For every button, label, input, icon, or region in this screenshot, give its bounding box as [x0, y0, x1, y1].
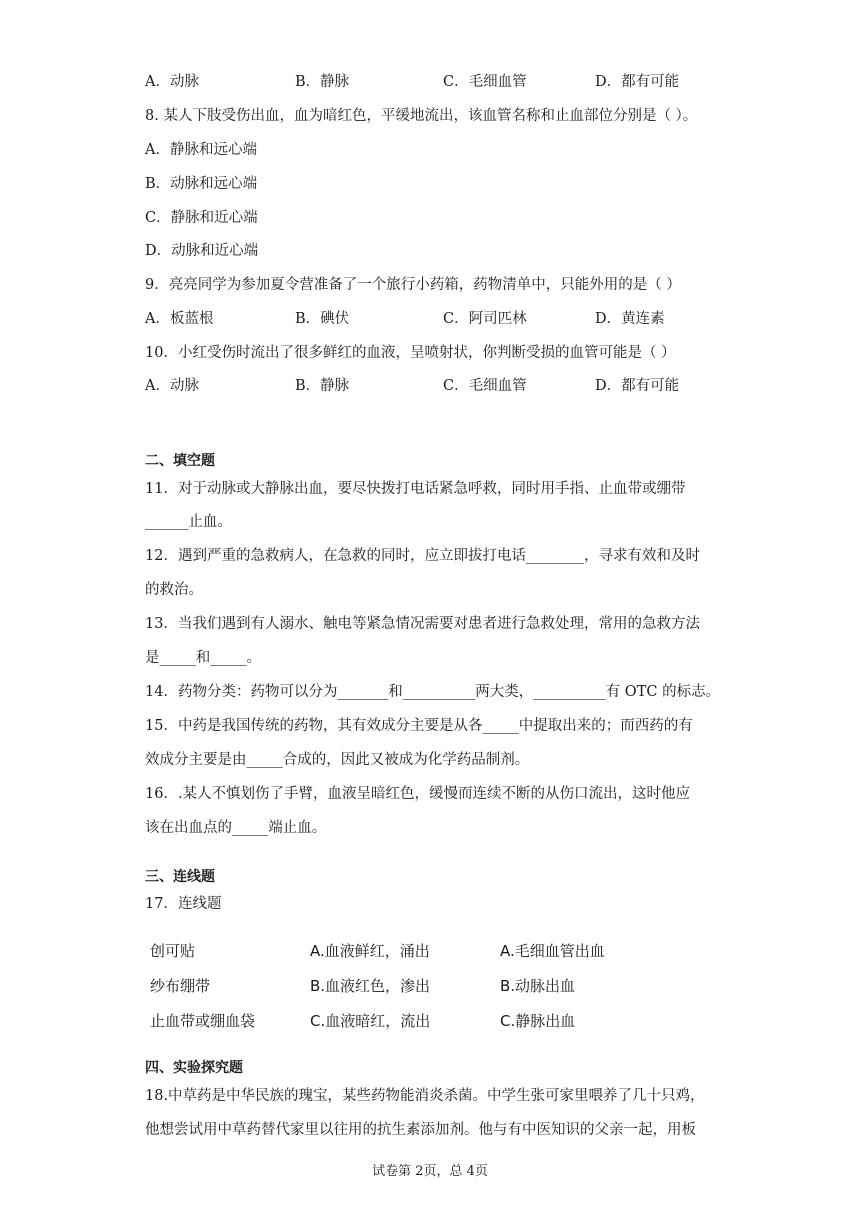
q9-options: [145, 309, 745, 329]
q11-line-1: 11．对于动脉或大静脉出血，要尽快拨打电话紧急呼救，同时用手指、止血带或绷带: [145, 481, 686, 497]
q8-option-a: A．静脉和远心端: [145, 142, 257, 158]
matching-item: 止血带或绷血袋: [150, 1012, 256, 1030]
page-footer: 试卷第 2页，总 4页: [372, 1164, 488, 1179]
matching-item: 纱布绷带: [150, 977, 211, 995]
q9-option-c: C．阿司匹林: [443, 311, 527, 327]
matching-item: B.动脉出血: [500, 977, 576, 995]
q10-option-c: C．毛细血管: [443, 378, 527, 394]
q8-option-c: C．静脉和近心端: [145, 210, 258, 226]
q9-stem: 9．亮亮同学为参加夏令营准备了一个旅行小药箱，药物清单中，只能外用的是（ ）: [145, 277, 681, 293]
q17-matching-table: [145, 940, 645, 1040]
q17-stem: 17．连线题: [145, 896, 222, 912]
q10-option-d: D．都有可能: [595, 378, 680, 394]
section-matching-title: 三、连线题: [145, 869, 215, 885]
q12-line-1: 12．遇到严重的急救病人，在急救的同时，应立即拔打电话________，寻求有效和及时: [145, 548, 700, 564]
q10-options: [145, 376, 745, 396]
q7-option-b: B．静脉: [295, 74, 350, 90]
q18-line-1: 18.中草药是中华民族的瑰宝，某些药物能消炎杀菌。中学生张可家里喂养了几十只鸡，: [145, 1088, 705, 1104]
q9-option-b: B．碘伏: [295, 311, 350, 327]
q10-stem: 10．小红受伤时流出了很多鲜红的血液，呈喷射状，你判断受损的血管可能是（ ）: [145, 345, 676, 361]
q15-line-1: 15．中药是我国传统的药物，其有效成分主要是从各_____中提取出来的；而西药的有: [145, 718, 693, 734]
q7-options: [145, 72, 745, 92]
q7-option-a: A．动脉: [145, 74, 199, 90]
q9-option-a: A．板蓝根: [145, 311, 214, 327]
q18-line-2: 他想尝试用中草药替代家里以往用的抗生素添加剂。他与有中医知识的父亲一起，用板: [145, 1122, 696, 1138]
q8-option-b: B．动脉和远心端: [145, 176, 258, 192]
matching-item: B.血液红色，渗出: [310, 977, 431, 995]
q7-option-d: D．都有可能: [595, 74, 680, 90]
q8-option-d: D．动脉和近心端: [145, 243, 259, 259]
q13-line-1: 13．当我们遇到有人溺水、触电等紧急情况需要对患者进行急救处理，常用的急救方法: [145, 616, 700, 632]
q16-line-2: 该在出血点的_____端止血。: [145, 820, 327, 836]
q7-option-c: C．毛细血管: [443, 74, 527, 90]
q15-line-2: 效成分主要是由_____合成的，因此又被成为化学药品制剂。: [145, 752, 530, 768]
matching-item: A.毛细血管出血: [500, 942, 605, 960]
q16-line-1: 16．.某人不慎划伤了手臂，血液呈暗红色，缓慢而连续不断的从伤口流出，这时他应: [145, 786, 691, 802]
q13-line-2: 是_____和_____。: [145, 650, 261, 666]
matching-row: [145, 1010, 645, 1032]
matching-item: A.血液鲜红，涌出: [310, 942, 430, 960]
q14-line-1: 14．药物分类：药物可以分为_______和__________两大类，__________有 OTC 的标志。: [145, 684, 721, 700]
matching-row: [145, 940, 645, 962]
q11-line-2: ______止血。: [145, 514, 232, 530]
section-fill-in-title: 二、填空题: [145, 453, 215, 469]
matching-item: C.静脉出血: [500, 1012, 576, 1030]
matching-item: C.血液暗红，流出: [310, 1012, 431, 1030]
q8-stem: 8. 某人下肢受伤出血，血为暗红色，平缓地流出，该血管名称和止血部位分别是（ ）。: [145, 108, 698, 124]
q10-option-a: A．动脉: [145, 378, 199, 394]
matching-row: [145, 975, 645, 997]
q10-option-b: B．静脉: [295, 378, 350, 394]
q9-option-d: D．黄连素: [595, 311, 665, 327]
matching-item: 创可贴: [150, 942, 196, 960]
q12-line-2: 的救治。: [145, 582, 203, 598]
section-experiment-title: 四、实验探究题: [145, 1060, 243, 1076]
